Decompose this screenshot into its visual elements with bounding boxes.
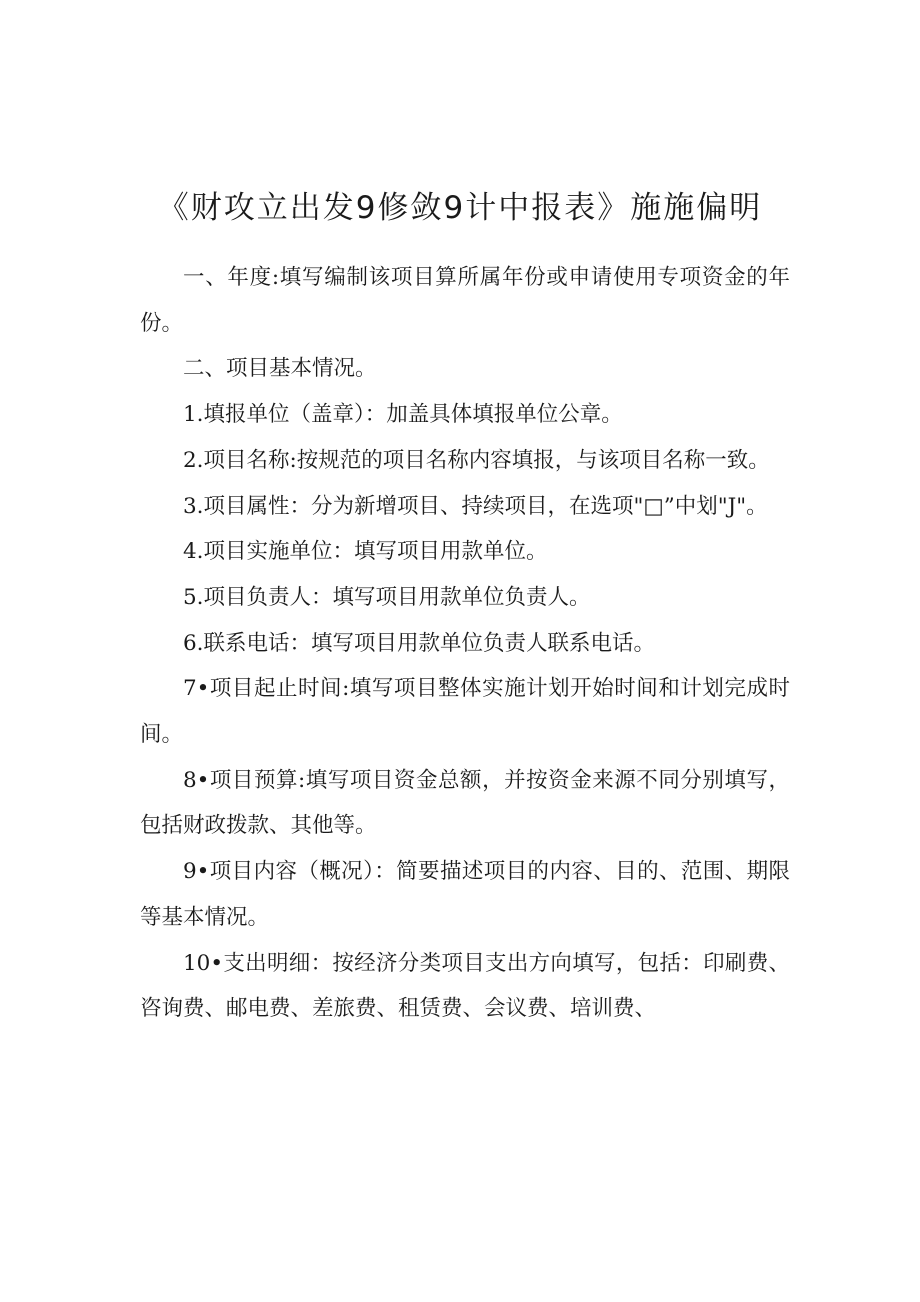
paragraph-project-name: 2.项目名称:按规范的项目名称内容填报，与该项目名称一致。 bbox=[183, 447, 770, 473]
document-body bbox=[140, 255, 790, 1032]
paragraph-project-content: 9•项目内容（概况）：简要描述项目的内容、目的、范围、期限等基本情况。 bbox=[140, 859, 790, 930]
paragraph-expense-details: 10•支出明细：按经济分类项目支出方向填写，包括：印刷费、咨询费、邮电费、差旅费、租赁费、会议费、培训费、 bbox=[140, 950, 790, 1022]
paragraph-project-period: 7•项目起止时间:填写项目整体实施计划开始时间和计划完成时间。 bbox=[140, 676, 790, 748]
paragraph-filing-unit: 1.填报单位（盖章）：加盖具体填报单位公章。 bbox=[183, 402, 623, 428]
document-title: 《财攻立出发9修敛9计中报表》施施偏明 bbox=[157, 190, 763, 226]
paragraph-project-attribute: 3.项目属性：分为新增项目、持续项目，在选项"□”中划"J"。 bbox=[183, 493, 768, 519]
paragraph-basic-info: 二、项目基本情况。 bbox=[183, 356, 377, 382]
paragraph-contact-phone: 6.联系电话：填写项目用款单位负责人联系电话。 bbox=[183, 630, 656, 656]
paragraph-project-budget: 8•项目预算:填写项目资金总额，并按资金来源不同分别填写，包括财政拨款、其他等。 bbox=[140, 767, 790, 839]
paragraph-year: 一、年度:填写编制该项目算所属年份或申请使用专项资金的年份。 bbox=[140, 265, 790, 336]
paragraph-project-leader: 5.项目负责人：填写项目用款单位负责人。 bbox=[183, 584, 591, 610]
paragraph-implementing-unit: 4.项目实施单位：填写项目用款单位。 bbox=[183, 539, 548, 565]
